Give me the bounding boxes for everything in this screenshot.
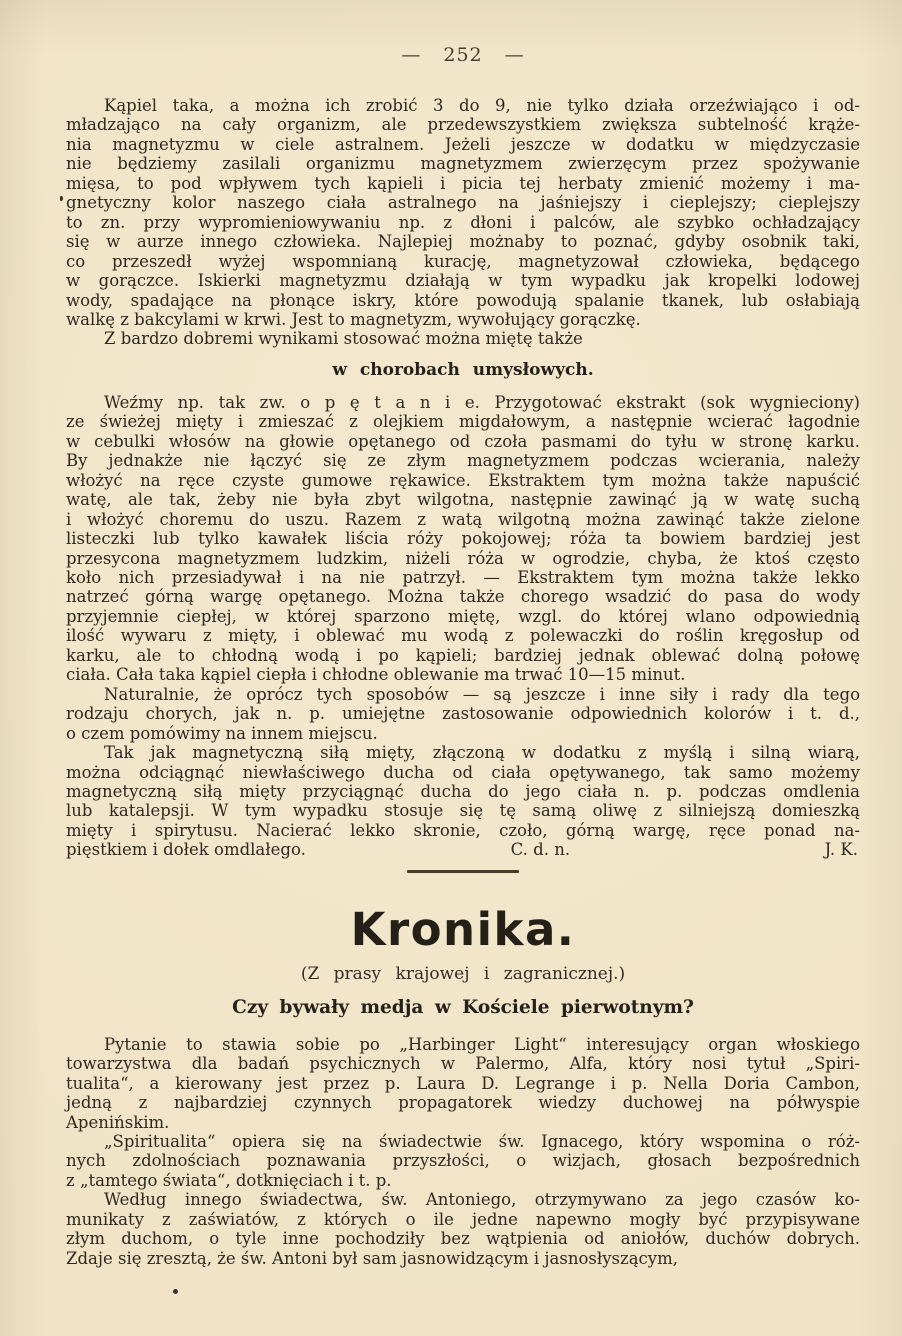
text-line: munikaty z zaświatów, z których o ile jedne napewno mogły być przypisywane (66, 1209, 860, 1229)
paragraph (66, 1190, 860, 1268)
kronika-subtitle: (Z prasy krajowej i zagranicznej.) (300, 963, 626, 984)
text-line: co przeszedł wyżej wspomnianą kurację, magnetyzował człowieka, będącego (66, 251, 860, 271)
text-line: w gorączce. Iskierki magnetyzmu działają w tym wypadku jak kropelki lodowej (66, 271, 860, 291)
page-header (66, 44, 860, 66)
text-line: gnetyczny kolor naszego ciała astralnego na jaśniejszy i cieplejszy; cieplejszy (66, 193, 860, 213)
text-line: wody, spadające na płonące iskry, które powodują spalanie tkanek, lub osłabiają (66, 290, 860, 310)
text-line: walkę z bakcylami w krwi. Jest to magnetyzm, wywołujący gorączkę. (66, 309, 641, 329)
text-line: watę, ale tak, żeby nie była zbyt wilgotna, następnie zawinąć ją w watę suchą (66, 490, 860, 510)
text-line: złym duchom, o tyle inne pochodziły bez wątpienia od aniołów, duchów dobrych. (66, 1229, 860, 1249)
header-dash-right: — (504, 44, 525, 66)
text-line: „Spiritualita“ opiera się na świadectwie św. Ignacego, który wspomina o róż- (104, 1132, 860, 1152)
text-line: mięsa, to pod wpływem tych kąpieli i picia tej herbaty zmienić możemy i ma- (66, 173, 860, 193)
text-line: można odciągnąć niewłaściwego ducha od ciała opętywanego, tak samo możemy (66, 762, 860, 782)
text-line: mładzająco na cały organizm, ale przedewszystkiem zwiększa subtelność krąże- (66, 115, 860, 135)
text-line: nie będziemy zasilali organizmu magnetyzmem zwierzęcym przez spożywanie (66, 154, 860, 174)
text-line: koło nich przesiadywał i na nie patrzył. — Ekstraktem tym można także lekko (66, 567, 860, 587)
text-line: karku, ale to chłodną wodą i po kąpieli; bardziej jednak oblewać dolną połowę (66, 645, 860, 665)
text-line: Pytanie to stawia sobie po „Harbinger Light“ interesujący organ włoskiego (104, 1034, 860, 1054)
article-signoff (66, 840, 860, 859)
text-line: lub katalepsji. W tym wypadku stosuje się tę samą oliwę z silniejszą domieszką (66, 801, 860, 821)
text-line: Kąpiel taka, a można ich zrobić 3 do 9, nie tylko działa orzeźwiająco i od- (104, 96, 860, 115)
text-line: o czem pomówimy na innem miejscu. (66, 723, 378, 743)
paragraph (66, 743, 860, 840)
text-line: ciała. Cała taka kąpiel ciepła i chłodne oblewanie ma trwać 10—15 minut. (66, 665, 686, 685)
paragraph (66, 329, 860, 348)
text-line: magnetyczną siłą mięty przyciągnąć ducha do jego ciała n. p. podczas omdlenia (66, 781, 860, 801)
ink-speck (173, 1289, 178, 1294)
text-line: By jednakże nie łączyć się ze złym magnetyzmem podczas wcierania, należy (66, 451, 860, 471)
text-line: nych zdolnościach poznawania przyszłości, o wizjach, głosach bezpośrednich (66, 1151, 860, 1171)
paragraph (66, 393, 860, 685)
page-number: 252 (443, 44, 483, 66)
article-mint-therapy (66, 96, 860, 860)
text-line: Zdaje się zresztą, że św. Antoni był sam jasnowidzącym i jasnosłyszącym, (66, 1248, 678, 1268)
text-line: włożyć na ręce czyste gumowe rękawice. Ekstraktem tym można także napuścić (66, 470, 860, 490)
text-line: Według innego świadectwa, św. Antoniego, otrzymywano za jego czasów ko- (104, 1190, 860, 1210)
section-heading-mental-illnesses: w chorobach umysłowych. (332, 359, 594, 380)
paragraph (66, 96, 860, 329)
text-line: Weźmy np. tak zw. o p ę t a n i e. Przygotować ekstrakt (sok wygnieciony) (104, 392, 860, 412)
text-line: listeczki lub tylko kawałek liścia róży pokojowej; róża ta bowiem bardziej jest (66, 529, 860, 549)
text-line: to zn. przy wypromieniowywaniu np. z dłoni i palców, ale szybko ochładzający (66, 212, 860, 232)
header-dash-left: — (401, 44, 422, 66)
text-line: przyjemnie ciepłej, w której sparzono miętę, wzgl. do której wlano odpowiednią (66, 606, 860, 626)
text-line: natrzeć górną wargę opętanego. Można także chorego wsadzić do pasa do wody (66, 587, 860, 607)
text-line: Z bardzo dobremi wynikami stosować można miętę także (104, 329, 583, 349)
text-line: nia magnetyzmu w ciele astralnem. Jeżeli jeszcze w dodatku w międzyczasie (66, 134, 860, 154)
paragraph (66, 1132, 860, 1190)
text-line: w cebulki włosów na głowie opętanego od czoła pasmami do tyłu w stronę karku. (66, 431, 860, 451)
kronika-question-heading: Czy bywały medja w Kościele pierwotnym? (232, 996, 694, 1018)
text-line: mięty i spirytusu. Nacierać lekko skronie, czoło, górną wargę, ręce ponad na- (66, 820, 860, 840)
text-line: jedną z najbardziej czynnych propagatorek wiedzy duchowej na półwyspie (66, 1093, 860, 1113)
text-line: Naturalnie, że oprócz tych sposobów — są jeszcze i inne siły i rady dla tego (104, 684, 860, 704)
text-line: towarzystwa dla badań psychicznych w Palermo, Alfa, który nosi tytuł „Spiri- (66, 1054, 860, 1074)
kronika-title: Kronika. (350, 902, 576, 956)
to-be-continued-mark: C. d. n. (510, 840, 571, 860)
text-line: z „tamtego świata“, dotknięciach i t. p. (66, 1170, 392, 1190)
paragraph (66, 1035, 860, 1132)
text-line: tualita“, a kierowany jest przez p. Laura D. Legrange i p. Nella Doria Cambon, (66, 1073, 860, 1093)
text-line: ilość wywaru z mięty, i oblewać mu wodą z polewaczki do roślin kręgosłup od (66, 626, 860, 646)
text-line: Apenińskim. (66, 1112, 170, 1132)
text-line: i włożyć choremu do uszu. Razem z watą wilgotną można zawinąć także zielone (66, 509, 860, 529)
ink-speck (60, 196, 63, 201)
signoff-text: pięstkiem i dołek omdlałego. (66, 840, 306, 860)
text-line: przesycona magnetyzmem ludzkim, niżeli róża w ogrodzie, chyba, że ktoś często (66, 548, 860, 568)
text-line: ze świeżej mięty i zmieszać z olejkiem migdałowym, a następnie wcierać łagodnie (66, 412, 860, 432)
author-initials: J. K. (824, 840, 858, 860)
text-line: się w aurze innego człowieka. Najlepiej możnaby to poznać, gdyby osobnik taki, (66, 232, 860, 252)
article-kronika (66, 903, 860, 1268)
paragraph (66, 685, 860, 743)
text-line: rodzaju chorych, jak n. p. umiejętne zastosowanie odpowiednich kolorów i t. d., (66, 704, 860, 724)
text-line: Tak jak magnetyczną siłą mięty, złączoną w dodatku z myślą i silną wiarą, (104, 743, 860, 763)
section-divider-rule (407, 870, 519, 873)
